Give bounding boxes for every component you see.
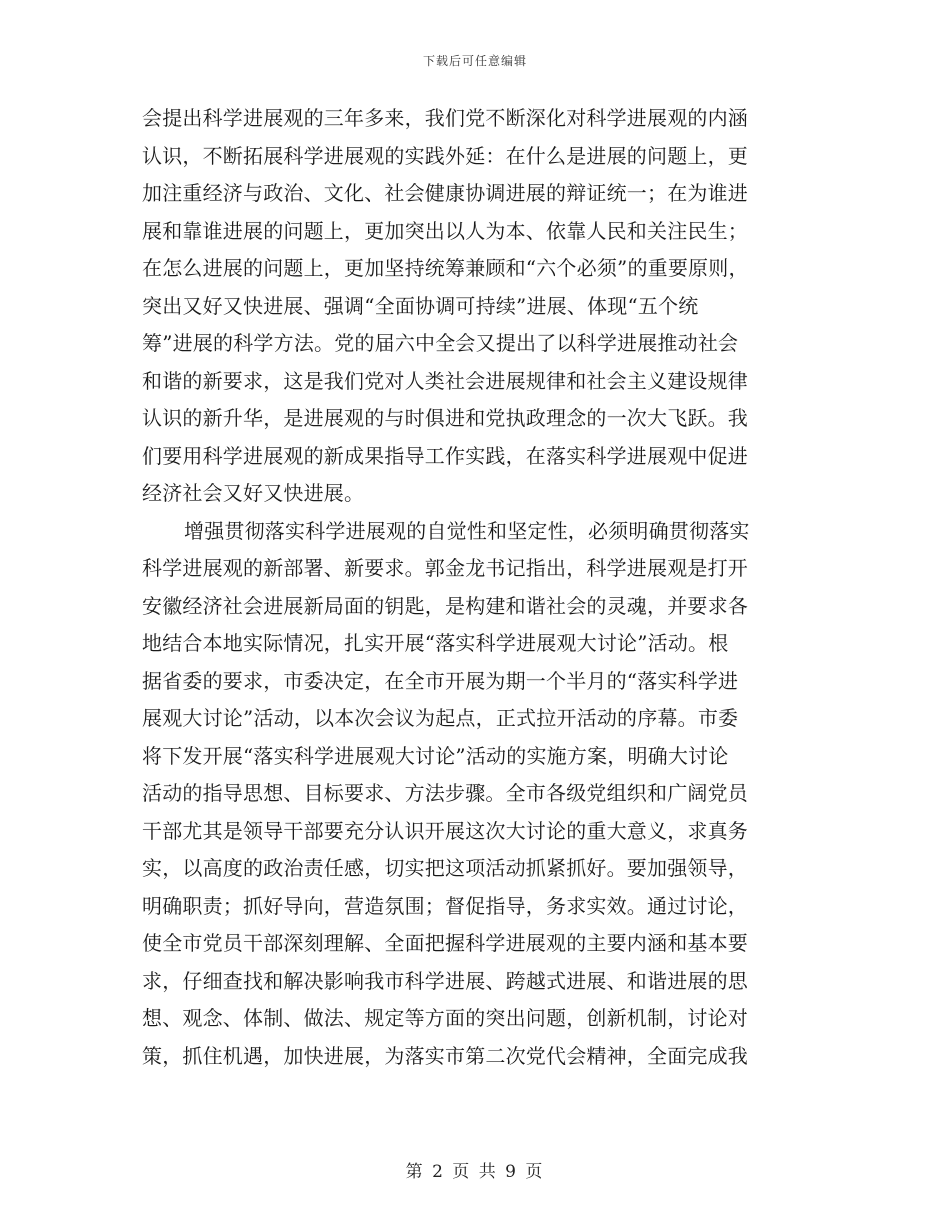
text-line: 活动的指导思想、目标要求、方法步骤。全市各级党组织和广阔党员 bbox=[142, 781, 748, 805]
text-line: 地结合本地实际情况，扎实开展“落实科学进展观大讨论”活动。根 bbox=[142, 631, 729, 655]
text-line: 认识的新升华，是进展观的与时俱进和党执政理念的一次大飞跃。我 bbox=[142, 406, 748, 430]
document-body bbox=[142, 100, 810, 1075]
text-line: 想、观念、体制、做法、规定等方面的突出问题，创新机制，讨论对 bbox=[142, 1006, 748, 1030]
text-line: 展观大讨论”活动，以本次会议为起点，正式拉开活动的序幕。市委 bbox=[142, 706, 739, 730]
text-line: 求，仔细查找和解决影响我市科学进展、跨越式进展、和谐进展的思 bbox=[142, 968, 748, 993]
text-line: 们要用科学进展观的新成果指导工作实践，在落实科学进展观中促进 bbox=[142, 443, 748, 468]
text-line: 会提出科学进展观的三年多来，我们党不断深化对科学进展观的内涵 bbox=[142, 106, 748, 130]
text-line: 经济社会又好又快进展。 bbox=[142, 481, 365, 505]
text-line: 认识，不断拓展科学进展观的实践外延：在什么是进展的问题上，更 bbox=[142, 143, 748, 168]
page-footer: 第 2 页 共 9 页 bbox=[405, 1162, 545, 1182]
text-line: 明确职责；抓好导向，营造氛围；督促指导，务求实效。通过讨论， bbox=[142, 893, 748, 918]
page-header: 下载后可任意编辑 bbox=[422, 54, 527, 68]
text-line: 在怎么进展的问题上，更加坚持统筹兼顾和“六个必须”的重要原则， bbox=[142, 256, 749, 280]
text-line: 实，以高度的政治责任感，切实把这项活动抓紧抓好。要加强领导， bbox=[142, 856, 748, 880]
text-line: 筹”进展的科学方法。党的届六中全会又提出了以科学进展推动社会 bbox=[142, 331, 739, 355]
text-line: 使全市党员干部深刻理解、全面把握科学进展观的主要内涵和基本要 bbox=[142, 931, 748, 955]
text-line: 据省委的要求，市委决定，在全市开展为期一个半月的“落实科学进 bbox=[142, 668, 739, 693]
text-line: 干部尤其是领导干部要充分认识开展这次大讨论的重大意义，求真务 bbox=[142, 818, 748, 843]
text-line: 增强贯彻落实科学进展观的自觉性和坚定性，必须明确贯彻落实 bbox=[184, 518, 750, 543]
text-line: 策，抓住机遇，加快进展，为落实市第二次党代会精神，全面完成我 bbox=[142, 1043, 748, 1068]
paragraph bbox=[142, 513, 810, 1076]
text-line: 展和靠谁进展的问题上，更加突出以人为本、依靠人民和关注民生； bbox=[142, 218, 748, 243]
text-line: 将下发开展“落实科学进展观大讨论”活动的实施方案，明确大讨论 bbox=[142, 743, 729, 768]
text-line: 科学进展观的新部署、新要求。郭金龙书记指出，科学进展观是打开 bbox=[142, 556, 748, 580]
text-line: 安徽经济社会进展新局面的钥匙，是构建和谐社会的灵魂，并要求各 bbox=[142, 593, 748, 618]
paragraph bbox=[142, 100, 810, 513]
text-line: 加注重经济与政治、文化、社会健康协调进展的辩证统一；在为谁进 bbox=[142, 181, 748, 205]
text-line: 和谐的新要求，这是我们党对人类社会进展规律和社会主义建设规律 bbox=[142, 368, 748, 393]
text-line: 突出又好又快进展、强调“全面协调可持续”进展、体现“五个统 bbox=[142, 293, 699, 318]
